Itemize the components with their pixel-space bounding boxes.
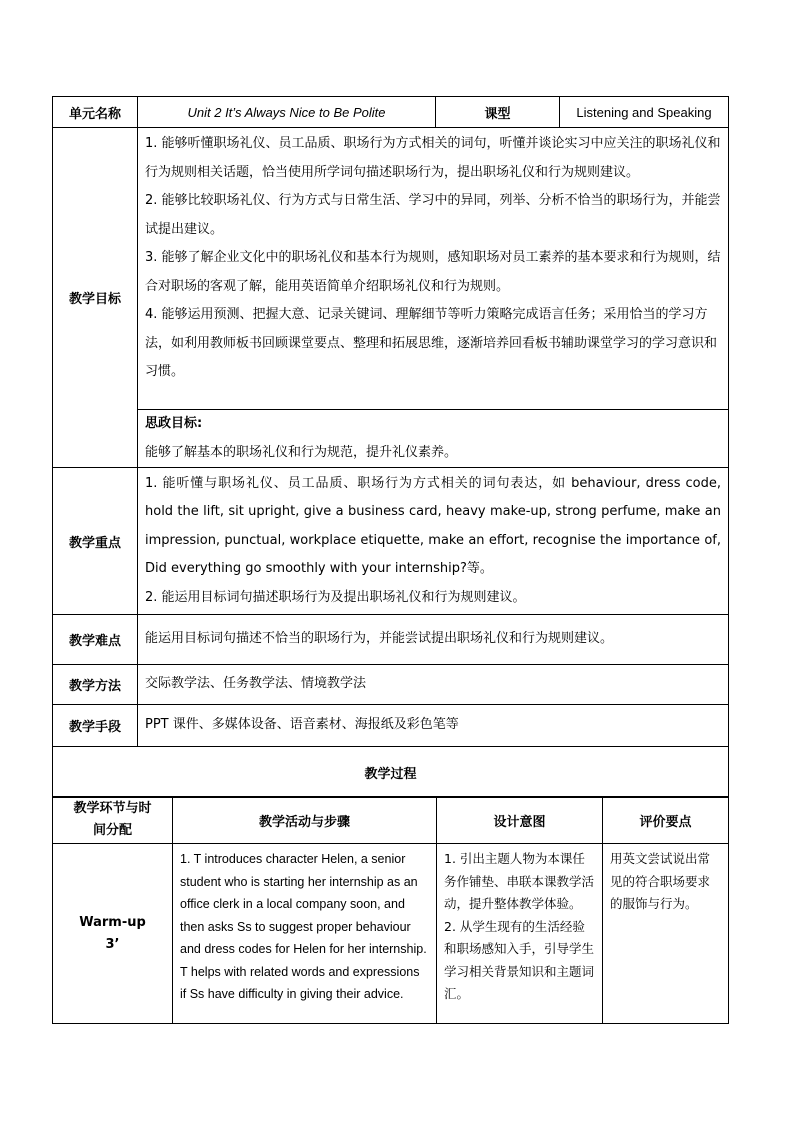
key-points-label: 教学重点 [53, 468, 138, 615]
evaluation-text: 用英文尝试说出常见的符合职场要求的服饰与行为。 [610, 851, 711, 911]
objective-item: 2. 能够比较职场礼仪、行为方式与日常生活、学习中的异同，列举、分析不恰当的职场行为，并能尝试提出建议。 [145, 193, 721, 237]
objectives-label: 教学目标 [53, 128, 138, 468]
methods-label: 教学方法 [53, 665, 138, 705]
methods-text: 交际教学法、任务教学法、情境教学法 [138, 665, 729, 705]
intent-item: 2. 从学生现有的生活经验和职场感知入手，引导学生学习相关背景知识和主题词汇。 [444, 918, 595, 1001]
objective-item: 1. 能够听懂职场礼仪、员工品质、职场行为方式相关的词句，听懂并谈论实习中应关注的职场礼仪和行为规则相关话题，恰当使用所学词句描述职场行为，提出职场礼仪和行为规则建议。 [145, 136, 721, 180]
col-stage-header: 教学环节与时间分配 [53, 797, 173, 844]
difficulties-row [53, 615, 729, 665]
intent-cell [437, 844, 603, 1024]
activity-cell [173, 844, 437, 1024]
type-value: Listening and Speaking [560, 97, 729, 128]
activity-text: 1. T introduces character Helen, a senior student who is starting her internship as an office clerk in a local company soon, and then asks Ss to suggest proper behaviour and dress codes for Helen for her internship. T helps with related words and expressions if Ss have difficulty in giving their advice. [180, 852, 427, 1001]
type-label: 课型 [436, 97, 560, 128]
means-row [53, 705, 729, 747]
stage-name: Warm-up [79, 914, 146, 930]
objectives-cell [138, 128, 729, 410]
methods-row [53, 665, 729, 705]
ideology-cell [138, 410, 729, 468]
ideology-title: 思政目标: [145, 416, 203, 431]
warm-up-row [53, 844, 729, 1024]
unit-row [53, 97, 729, 128]
evaluation-cell [603, 844, 729, 1024]
col-activity-header: 教学活动与步骤 [173, 797, 437, 844]
lesson-plan-table [52, 96, 729, 798]
stage-time: 3’ [105, 936, 120, 952]
process-header-row [53, 797, 729, 844]
key-points-row [53, 468, 729, 615]
means-text: PPT 课件、多媒体设备、语音素材、海报纸及彩色笔等 [138, 705, 729, 747]
col-intent-header: 设计意图 [437, 797, 603, 844]
process-table [52, 796, 729, 1024]
means-label: 教学手段 [53, 705, 138, 747]
objective-item: 3. 能够了解企业文化中的职场礼仪和基本行为规则，感知职场对员工素养的基本要求和行为规则，结合对职场的客观了解，能用英语简单介绍职场礼仪和行为规则。 [145, 250, 721, 294]
difficulties-text: 能运用目标词句描述不恰当的职场行为，并能尝试提出职场礼仪和行为规则建议。 [138, 615, 729, 665]
objective-item: 4. 能够运用预测、把握大意、记录关键词、理解细节等听力策略完成语言任务；采用恰当的学习方法，如利用教师板书回顾课堂要点、整理和拓展思维，逐渐培养回看板书辅助课堂学习的学习意识和习惯。 [145, 307, 718, 379]
ideology-row [53, 410, 729, 468]
stage-cell [53, 844, 173, 1024]
difficulties-label: 教学难点 [53, 615, 138, 665]
process-title-row [53, 747, 729, 798]
process-title: 教学过程 [53, 747, 729, 798]
objectives-row [53, 128, 729, 410]
key-point-item: 1. 能听懂与职场礼仪、员工品质、职场行为方式相关的词句表达，如 behaviour, dress code, hold the lift, sit upright, give a business card, heavy make-up, strong perfume, make an impression, punctual, workplace etiquette, make an effort, recognise the importance of, Did everything go smoothly with your internship?等。 [145, 475, 721, 577]
key-points-cell [138, 468, 729, 615]
key-point-item: 2. 能运用目标词句描述职场行为及提出职场礼仪和行为规则建议。 [145, 589, 526, 605]
intent-item: 1. 引出主题人物为本课任务作铺垫、串联本课教学活动，提升整体教学体验。 [444, 851, 595, 911]
unit-value: Unit 2 It’s Always Nice to Be Polite [138, 97, 436, 128]
unit-label: 单元名称 [53, 97, 138, 128]
ideology-text: 能够了解基本的职场礼仪和行为规范，提升礼仪素养。 [145, 444, 458, 460]
col-evaluation-header: 评价要点 [603, 797, 729, 844]
